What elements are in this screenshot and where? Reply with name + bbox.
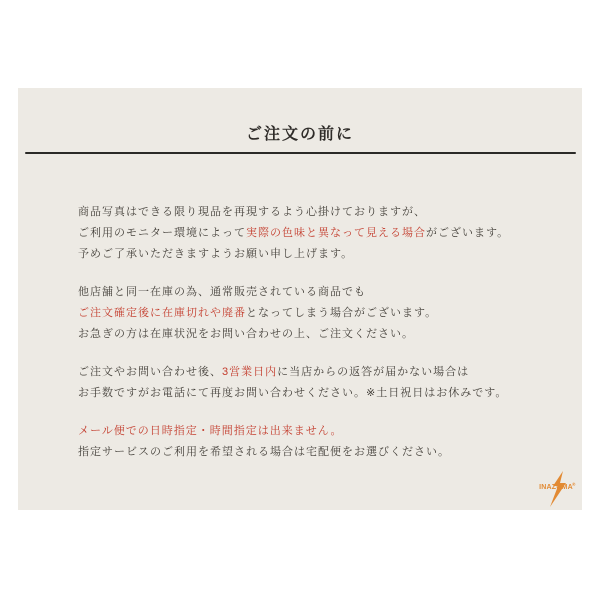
- text-segment: に当店からの返答が届かない場合は: [277, 366, 470, 378]
- text-segment-emphasis: ご注文確定後に在庫切れや廃番: [78, 307, 246, 319]
- text-line: [78, 244, 542, 265]
- text-line: [78, 282, 542, 303]
- text-segment: がございます。: [426, 227, 510, 239]
- notice-body: [18, 154, 582, 463]
- text-line: [78, 324, 542, 345]
- text-segment: お手数ですがお電話にて再度お問い合わせください。※土日祝日はお休みです。: [78, 387, 508, 399]
- text-segment: ご注文やお問い合わせ後、: [78, 366, 222, 378]
- text-segment: ご利用のモニター環境によって: [78, 227, 246, 239]
- notice-card: [18, 88, 582, 510]
- notice-paragraph-monitor: [78, 202, 542, 265]
- text-line: [78, 383, 542, 404]
- text-segment-emphasis: 3営業日内: [222, 366, 278, 378]
- notice-title: ご注文の前に: [245, 126, 354, 143]
- text-segment: お急ぎの方は在庫状況をお問い合わせの上、ご注文ください。: [78, 328, 414, 340]
- text-segment: 他店舗と同一在庫の為、通常販売されている商品でも: [78, 286, 366, 298]
- logo-registered-mark: ®: [572, 482, 576, 487]
- text-segment-emphasis: 実際の色味と異なって見える場合: [246, 227, 426, 239]
- text-segment: となってしまう場合がございます。: [246, 307, 438, 319]
- notice-paragraph-stock: [78, 282, 542, 345]
- text-line: [78, 362, 542, 383]
- text-segment-emphasis: メール便での日時指定・時間指定は出来ません。: [78, 425, 343, 437]
- notice-paragraph-delivery: [78, 421, 542, 463]
- inazuma-logo: [538, 470, 580, 508]
- text-segment: 指定サービスのご利用を希望される場合は宅配便をお選びください。: [78, 446, 450, 458]
- text-segment: 商品写真はできる限り現品を再現するよう心掛けておりますが、: [78, 206, 426, 218]
- text-segment: 予めご了承いただきますようお願い申し上げます。: [78, 248, 354, 260]
- logo-brand-text: INAZUMA: [539, 484, 573, 491]
- text-line: [78, 303, 542, 324]
- text-line: [78, 421, 542, 442]
- notice-paragraph-reply: [78, 362, 542, 404]
- text-line: [78, 223, 542, 244]
- text-line: [78, 442, 542, 463]
- text-line: [78, 202, 542, 223]
